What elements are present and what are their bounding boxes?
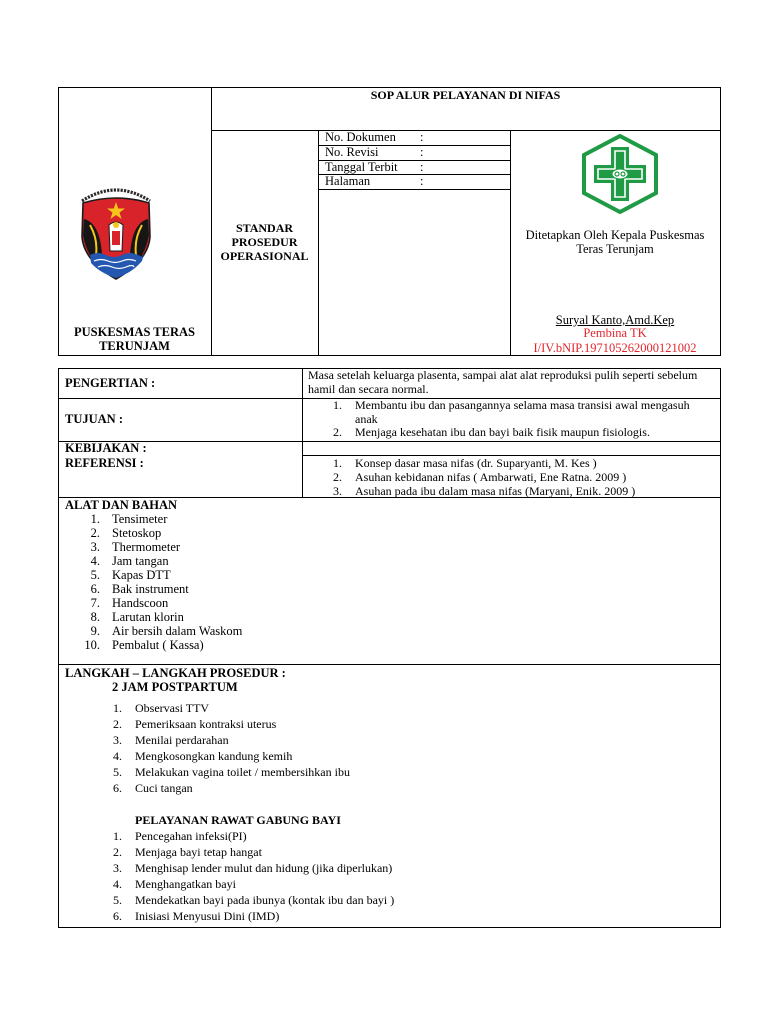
list-number: 9. (90, 624, 100, 638)
postpartum-step (108, 700, 608, 716)
document-title: SOP ALUR PELAYANAN DI NIFAS (370, 88, 561, 102)
alat-bahan-item (80, 624, 480, 638)
doc-info-row (325, 174, 423, 189)
list-number: 1. (333, 398, 342, 412)
list-number: 6. (90, 582, 100, 596)
tujuan-item (324, 399, 715, 426)
doc-info-row (325, 160, 423, 175)
alat-bahan-list (80, 512, 480, 652)
list-number: 4. (113, 877, 122, 891)
doc-info-row-divider (318, 189, 510, 190)
referensi-item (324, 470, 715, 484)
list-text: Kapas DTT (112, 568, 171, 582)
list-number: 5. (90, 568, 100, 582)
list-number: 1. (90, 512, 100, 526)
list-text: Observasi TTV (135, 701, 210, 715)
postpartum-step (108, 748, 608, 764)
list-text: Bak instrument (112, 582, 189, 596)
list-number: 2. (113, 845, 122, 859)
sop-type-line: STANDAR (235, 221, 294, 235)
list-number: 6. (113, 781, 122, 795)
list-text: Menghangatkan bayi (135, 877, 236, 891)
referensi-item (324, 456, 715, 470)
list-text: Stetoskop (112, 526, 162, 540)
alat-bahan-item (80, 568, 480, 582)
signatory-rank: Pembina TK (583, 326, 647, 340)
rawat-gabung-step (108, 876, 608, 892)
postpartum-step (108, 764, 608, 780)
doc-info-label: No. Dokumen (325, 130, 396, 144)
approval-statement-line: Teras Terunjam (576, 242, 654, 256)
rawat-gabung-heading: PELAYANAN RAWAT GABUNG BAYI (135, 813, 341, 827)
list-text: Menjaga bayi tetap hangat (135, 845, 262, 859)
list-text: Jam tangan (112, 554, 169, 568)
doc-info-label: Halaman (325, 174, 371, 188)
sop-type-line: OPERASIONAL (220, 249, 309, 263)
list-text: Pencegahan infeksi(PI) (135, 829, 247, 843)
referensi-label: REFERENSI : (65, 456, 144, 470)
regional-emblem-icon (76, 181, 156, 281)
header-column-divider (318, 130, 319, 355)
doc-info-separator: : (420, 130, 424, 144)
emblem-flame (113, 222, 119, 228)
list-text: Pemeriksaan kontraksi uterus (135, 717, 277, 731)
list-text: Menghisap lender mulut dan hidung (jika diperlukan) (135, 861, 393, 875)
organization-name-line: PUSKESMAS TERAS (74, 325, 195, 339)
list-number: 5. (113, 893, 122, 907)
list-text: Pembalut ( Kassa) (112, 638, 204, 652)
list-number: 3. (113, 733, 122, 747)
alat-bahan-item (80, 540, 480, 554)
sop-type-label (211, 221, 318, 263)
list-text: Tensimeter (112, 512, 168, 526)
alat-bahan-item (80, 610, 480, 624)
pengertian-label: PENGERTIAN : (65, 376, 156, 390)
postpartum-step (108, 732, 608, 748)
alat-bahan-item (80, 582, 480, 596)
doc-info-separator: : (420, 145, 424, 159)
list-text: Menilai perdarahan (135, 733, 229, 747)
procedure-column-divider (302, 368, 303, 497)
rawat-gabung-step-list (108, 828, 608, 924)
rawat-gabung-step (108, 828, 608, 844)
list-number: 5. (113, 765, 122, 779)
list-number: 2. (333, 470, 342, 484)
alat-bahan-item (80, 526, 480, 540)
list-text: Asuhan kebidanan nifas ( Ambarwati, Ene Ratna. 2009 ) (355, 470, 627, 484)
rawat-gabung-step (108, 892, 608, 908)
emblem-water (90, 253, 144, 278)
list-text: Mendekatkan bayi pada ibunya (kontak ibu dan bayi ) (135, 893, 395, 907)
doc-info-label: Tanggal Terbit (325, 160, 398, 174)
approval-statement (510, 228, 720, 256)
tujuan-label: TUJUAN : (65, 412, 123, 426)
doc-info-separator: : (420, 174, 424, 188)
list-number: 2. (333, 425, 342, 439)
organization-name-line: TERUNJAM (99, 339, 170, 353)
list-number: 2. (90, 526, 100, 540)
postpartum-step (108, 716, 608, 732)
list-number: 1. (113, 701, 122, 715)
doc-info-separator: : (420, 160, 424, 174)
list-number: 4. (90, 554, 100, 568)
alat-bahan-item (80, 638, 480, 652)
list-number: 1. (113, 829, 122, 843)
list-text: Cuci tangan (135, 781, 193, 795)
list-number: 6. (113, 909, 122, 923)
list-number: 1. (333, 456, 342, 470)
postpartum-step (108, 780, 608, 796)
list-text: Asuhan pada ibu dalam masa nifas (Maryani, Enik. 2009 ) (355, 484, 636, 498)
list-text: Inisiasi Menyusui Dini (IMD) (135, 909, 280, 923)
tujuan-item (324, 426, 715, 440)
list-number: 10. (84, 638, 100, 652)
list-text: Melakukan vagina toilet / membersihkan ibu (135, 765, 350, 779)
postpartum-step-list (108, 700, 608, 796)
header-title-divider (211, 130, 720, 131)
postpartum-heading: 2 JAM POSTPARTUM (112, 680, 238, 694)
list-number: 4. (113, 749, 122, 763)
approval-statement-line: Ditetapkan Oleh Kepala Puskesmas (525, 228, 705, 242)
sop-type-line: PROSEDUR (231, 235, 298, 249)
list-number: 2. (113, 717, 122, 731)
langkah-label: LANGKAH – LANGKAH PROSEDUR : (65, 666, 286, 680)
list-text: Thermometer (112, 540, 181, 554)
list-text: Air bersih dalam Waskom (112, 624, 243, 638)
emblem-tower-core (112, 231, 120, 245)
signatory-name: Suryal Kanto,Amd.Kep (555, 313, 675, 327)
tujuan-list (324, 399, 715, 440)
list-text: Menjaga kesehatan ibu dan bayi baik fisik maupun fisiologis. (355, 425, 650, 439)
alat-bahan-label: ALAT DAN BAHAN (65, 498, 178, 512)
list-text: Larutan klorin (112, 610, 184, 624)
alat-bahan-item (80, 512, 480, 526)
referensi-list (324, 456, 715, 498)
list-number: 8. (90, 610, 100, 624)
doc-info-row (325, 130, 423, 145)
rawat-gabung-step (108, 908, 608, 924)
rawat-gabung-step (108, 844, 608, 860)
signatory-nip: I/IV.bNIP.197105262000121002 (533, 341, 697, 355)
procedure-row-divider (58, 664, 720, 665)
alat-bahan-item (80, 554, 480, 568)
list-text: Membantu ibu dan pasangannya selama masa transisi awal mengasuh anak (355, 398, 690, 426)
list-text: Mengkosongkan kandung kemih (135, 749, 293, 763)
pengertian-text: Masa setelah keluarga plasenta, sampai alat alat reproduksi pulih seperti sebelum hamil dan secara normal. (308, 368, 698, 396)
kebijakan-label: KEBIJAKAN : (65, 441, 147, 455)
organization-name (58, 325, 211, 353)
alat-bahan-item (80, 596, 480, 610)
doc-info-row (325, 145, 423, 160)
doc-info-label: No. Revisi (325, 145, 379, 159)
rawat-gabung-step (108, 860, 608, 876)
puskesmas-logo-icon (582, 134, 658, 214)
referensi-item (324, 484, 715, 498)
procedure-row-divider (58, 441, 720, 442)
list-text: Konsep dasar masa nifas (dr. Suparyanti, M. Kes ) (355, 456, 597, 470)
list-number: 3. (90, 540, 100, 554)
list-number: 3. (333, 484, 342, 498)
list-text: Handscoon (112, 596, 169, 610)
list-number: 3. (113, 861, 122, 875)
list-number: 7. (90, 596, 100, 610)
